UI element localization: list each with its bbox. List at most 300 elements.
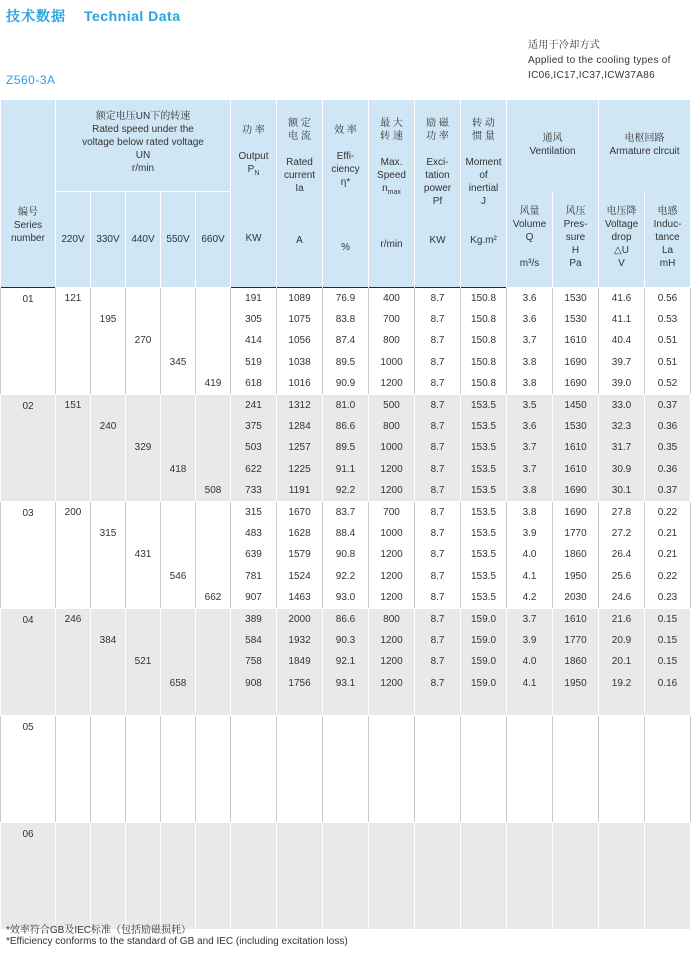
maxspeed-value: 1200: [380, 677, 403, 689]
cell-excitation: [415, 822, 461, 929]
cell-volume: [507, 822, 553, 929]
volume-value: 4.2: [522, 591, 537, 603]
page-title-zh: 技术数据: [6, 8, 66, 24]
header-drop-en2: drop: [611, 231, 632, 243]
header-volume-sym: Q: [525, 231, 534, 243]
maxspeed-value: 500: [383, 399, 400, 411]
speed-value: 521: [134, 656, 152, 668]
moment-value: 153.5: [471, 528, 497, 540]
cell-pressure: [553, 822, 599, 929]
volume-value: 3.6: [522, 421, 537, 433]
cell-speed-3: [126, 394, 161, 501]
moment-value: 159.0: [471, 613, 497, 625]
cell-series: [1, 288, 56, 395]
cell-pressure: [553, 608, 599, 715]
pressure-value: 1610: [564, 442, 587, 454]
header-ventilation-en: Ventilation: [529, 146, 576, 157]
header-pressure-zh: 风压: [565, 205, 586, 217]
header-ventilation-zh: 通风: [542, 133, 563, 144]
header-excitation-unit: KW: [429, 235, 446, 246]
maxspeed-value: 400: [383, 293, 400, 304]
header-volume-en: Volume: [512, 218, 547, 230]
maxspeed-value: 1200: [380, 656, 403, 668]
output-value: 503: [245, 442, 262, 454]
header-inductance-unit: mH: [659, 257, 676, 269]
pressure-value: 1610: [564, 613, 587, 625]
header-inductance-zh: 电感: [657, 205, 678, 217]
efficiency-value: 86.6: [335, 613, 356, 625]
cell-speed-5: [196, 394, 231, 501]
speed-value: 662: [204, 591, 222, 603]
maxspeed-value: 1000: [380, 442, 403, 454]
table-row: [1, 715, 691, 822]
drop-value: 19.2: [611, 677, 632, 689]
cell-maxspeed: [369, 394, 415, 501]
header-moment-en2: of: [479, 170, 488, 181]
pressure-value: 1770: [564, 528, 587, 540]
speed-value: 345: [169, 356, 187, 368]
cooling-types-en-1: Applied to the cooling types of: [528, 55, 671, 66]
cell-output: [231, 501, 277, 608]
current-value: 1312: [288, 399, 311, 411]
drop-value: 41.1: [611, 314, 632, 326]
header-series-en2: number: [11, 233, 45, 244]
cooling-types-note: [528, 38, 671, 83]
cell-inductance: [645, 822, 691, 929]
footnote-zh: *效率符合GB及IEC标准（包括励磁损耗）: [6, 925, 192, 936]
output-value: 414: [245, 335, 262, 347]
drop-value: 21.6: [611, 613, 632, 625]
current-value: 1524: [288, 570, 311, 582]
cell-speed-4: [161, 608, 196, 715]
efficiency-value: 90.9: [335, 377, 356, 389]
volume-value: 3.8: [522, 484, 537, 496]
cell-maxspeed: [369, 822, 415, 929]
volume-value: 3.9: [522, 528, 537, 540]
output-value: 622: [245, 463, 262, 475]
header-efficiency-zh: 效 率: [334, 125, 357, 136]
cell-speed-2: [91, 822, 126, 929]
output-value: 733: [245, 484, 262, 496]
header-volt-550: 550V: [161, 192, 196, 288]
efficiency-value: 93.1: [335, 677, 356, 689]
cell-speed-3: [126, 608, 161, 715]
pressure-value: 1690: [564, 356, 587, 368]
cell-series: [1, 715, 56, 822]
header-efficiency-en1: Effi-: [336, 151, 355, 162]
cell-speed-1: [56, 501, 91, 608]
speed-value: [91, 844, 125, 865]
maxspeed-value: 1200: [380, 484, 403, 496]
header-output-zh: 功 率: [242, 125, 265, 136]
header-speed-zh: 额定电压UN下的转速: [95, 111, 191, 122]
inductance-value: 0.37: [657, 484, 678, 496]
excitation-value: 8.7: [430, 591, 445, 603]
inductance-value: 0.51: [657, 356, 678, 368]
series-group-03: [1, 501, 691, 608]
current-value: 1225: [288, 463, 311, 475]
current-value: 1191: [288, 484, 311, 496]
series-number: 02: [22, 400, 34, 412]
excitation-value: 8.7: [430, 656, 445, 668]
cell-speed-3: [126, 715, 161, 822]
header-pressure: [553, 192, 599, 288]
maxspeed-value: 1000: [380, 356, 403, 368]
cell-volume: [507, 715, 553, 822]
cell-output: [231, 822, 277, 929]
output-value: 908: [245, 677, 262, 689]
drop-value: 27.8: [611, 506, 632, 518]
cell-speed-2: [91, 715, 126, 822]
maxspeed-value: 1200: [380, 570, 403, 582]
inductance-value: 0.37: [657, 399, 678, 411]
header-excitation-zh2: 功 率: [426, 131, 449, 142]
cell-speed-5: [196, 715, 231, 822]
output-value: 305: [245, 314, 262, 326]
current-value: 1075: [288, 314, 311, 326]
volume-value: 3.9: [522, 635, 537, 647]
cell-speed-2: [91, 501, 126, 608]
inductance-value: 0.15: [657, 613, 678, 625]
excitation-value: 8.7: [430, 528, 445, 540]
speed-value: 270: [134, 335, 152, 347]
header-series-en1: Series: [13, 220, 43, 231]
header-maxspeed-sym: $n_{max}$: [382, 183, 401, 196]
header-drop-en1: Voltage: [604, 218, 639, 230]
cell-series: [1, 608, 56, 715]
cell-moment: [461, 394, 507, 501]
drop-value: 24.6: [611, 591, 632, 603]
volume-value: 3.6: [522, 314, 537, 326]
cell-inductance: [645, 608, 691, 715]
cell-maxspeed: [369, 501, 415, 608]
header-excitation-en2: tation: [425, 170, 450, 181]
inductance-value: 0.16: [657, 677, 678, 689]
moment-value: 153.5: [471, 442, 497, 454]
moment-value: 153.5: [471, 463, 497, 475]
output-value: 389: [245, 613, 262, 625]
speed-value: 419: [204, 377, 222, 389]
current-value: 1257: [288, 442, 311, 454]
efficiency-value: 81.0: [335, 399, 356, 411]
header-series-zh: 编号: [18, 207, 38, 218]
header-drop-zh: 电压降: [606, 205, 637, 217]
pressure-value: 1690: [564, 506, 587, 518]
header-pressure-unit: Pa: [569, 257, 582, 269]
maxspeed-value: 700: [383, 506, 400, 518]
inductance-value: 0.35: [657, 442, 678, 454]
cell-output: [231, 394, 277, 501]
cell-moment: [461, 715, 507, 822]
output-value: 758: [245, 656, 262, 668]
efficiency-value: 76.9: [335, 293, 356, 304]
efficiency-value: 93.0: [335, 591, 356, 603]
model-name: Z560-3A: [6, 73, 56, 87]
current-value: 1579: [288, 549, 311, 561]
excitation-value: 8.7: [430, 442, 445, 454]
cell-speed-5: [196, 288, 231, 395]
header-drop-sym: △U: [614, 244, 629, 256]
output-value: 781: [245, 570, 262, 582]
cell-speed-2: [91, 288, 126, 395]
header-armature-en: Armature clrcuit: [609, 146, 680, 157]
header-speed-en2: voltage below rated voltage: [82, 137, 204, 148]
cell-efficiency: [323, 822, 369, 929]
excitation-value: 8.7: [430, 613, 445, 625]
header-efficiency-sym: η*: [340, 177, 351, 188]
speed-value: [161, 887, 195, 908]
volume-value: 3.5: [522, 399, 537, 411]
header-efficiency: [323, 100, 369, 288]
inductance-value: 0.15: [657, 635, 678, 647]
cell-efficiency: [323, 715, 369, 822]
cell-speed-3: [126, 501, 161, 608]
efficiency-value: 91.1: [335, 463, 356, 475]
drop-value: 25.6: [611, 570, 632, 582]
excitation-value: 8.7: [430, 484, 445, 496]
cell-current: [277, 288, 323, 395]
excitation-value: 8.7: [430, 335, 445, 347]
cell-speed-4: [161, 822, 196, 929]
speed-value: 240: [99, 421, 117, 433]
speed-value: [196, 801, 230, 822]
excitation-value: 8.7: [430, 421, 445, 433]
volume-value: 3.7: [522, 335, 537, 347]
maxspeed-value: 1200: [380, 549, 403, 561]
cell-speed-5: [196, 501, 231, 608]
header-volume-unit: m³/s: [519, 257, 540, 269]
series-number: 03: [22, 507, 34, 519]
header-inductance-en1: Induc-: [653, 218, 682, 230]
moment-value: 153.5: [471, 591, 497, 603]
header-maxspeed-unit: r/min: [380, 239, 403, 250]
current-value: 2000: [288, 613, 311, 625]
table-row: [1, 501, 691, 608]
header-pressure-en2: sure: [565, 231, 586, 243]
current-value: 1038: [288, 356, 311, 368]
header-excitation-sym: Pf: [432, 196, 443, 207]
series-number: 01: [22, 294, 34, 305]
cell-maxspeed: [369, 288, 415, 395]
footnote-en: *Efficiency conforms to the standard of GB and IEC (including excitation loss): [6, 936, 348, 947]
cell-drop: [599, 288, 645, 395]
cell-excitation: [415, 608, 461, 715]
output-value: 907: [245, 591, 262, 603]
header-inductance: [645, 192, 691, 288]
header-output-sym: $P_N$: [247, 164, 260, 177]
efficiency-value: 88.4: [335, 528, 356, 540]
inductance-value: 0.36: [657, 463, 678, 475]
inductance-value: 0.21: [657, 549, 678, 561]
current-value: 1056: [288, 335, 311, 347]
volume-value: 3.7: [522, 442, 537, 454]
drop-value: 39.0: [611, 377, 632, 389]
speed-value: [126, 758, 160, 779]
volume-value: 4.0: [522, 549, 537, 561]
efficiency-value: 89.5: [335, 442, 356, 454]
current-value: 1628: [288, 528, 311, 540]
excitation-value: 8.7: [430, 549, 445, 561]
moment-value: 159.0: [471, 656, 497, 668]
header-current-en2: current: [283, 170, 316, 181]
speed-value: 151: [64, 399, 82, 411]
speed-value: 418: [169, 463, 187, 475]
cell-current: [277, 394, 323, 501]
header-volume: [507, 192, 553, 288]
cell-output: [231, 608, 277, 715]
cell-volume: [507, 394, 553, 501]
cell-drop: [599, 501, 645, 608]
inductance-value: 0.52: [657, 377, 678, 389]
cell-excitation: [415, 394, 461, 501]
pressure-value: 1860: [564, 656, 587, 668]
cell-drop: [599, 822, 645, 929]
excitation-value: 8.7: [430, 506, 445, 518]
drop-value: 27.2: [611, 528, 632, 540]
speed-value: [196, 694, 230, 715]
moment-value: 159.0: [471, 635, 497, 647]
cell-volume: [507, 288, 553, 395]
page-title-en: Technial Data: [84, 8, 181, 24]
header-ventilation: [507, 100, 599, 192]
speed-value: [161, 780, 195, 801]
series-group-01: [1, 288, 691, 395]
header-maxspeed-zh1: 最 大: [380, 118, 403, 129]
speed-value: 329: [134, 442, 152, 454]
cell-series: [1, 394, 56, 501]
inductance-value: 0.56: [657, 293, 678, 304]
speed-value: 658: [169, 677, 187, 689]
excitation-value: 8.7: [430, 293, 445, 304]
drop-value: 20.1: [611, 656, 632, 668]
efficiency-value: 92.2: [335, 484, 356, 496]
cell-speed-4: [161, 288, 196, 395]
series-group-05: [1, 715, 691, 822]
output-value: 241: [245, 399, 262, 411]
output-value: 375: [245, 421, 262, 433]
cell-speed-2: [91, 394, 126, 501]
header-excitation-en3: power: [423, 183, 452, 194]
speed-value: 195: [99, 314, 117, 326]
output-value: 584: [245, 635, 262, 647]
cell-speed-1: [56, 288, 91, 395]
speed-value: [56, 716, 90, 737]
header-maxspeed-zh2: 转 速: [380, 131, 403, 142]
header-speed-en3: UN: [135, 150, 151, 161]
header-inductance-en2: tance: [655, 231, 680, 243]
current-value: 1756: [288, 677, 311, 689]
technical-data-table: [0, 99, 691, 930]
cell-pressure: [553, 715, 599, 822]
excitation-value: 8.7: [430, 570, 445, 582]
volume-value: 3.8: [522, 377, 537, 389]
header-current: [277, 100, 323, 288]
cell-excitation: [415, 501, 461, 608]
header-current-unit: A: [296, 235, 303, 246]
drop-value: 20.9: [611, 635, 632, 647]
cell-current: [277, 715, 323, 822]
moment-value: 150.8: [471, 314, 497, 326]
header-speed-en1: Rated speed under the: [92, 124, 194, 135]
drop-value: 26.4: [611, 549, 632, 561]
excitation-value: 8.7: [430, 635, 445, 647]
series-number: 06: [22, 828, 34, 840]
volume-value: 3.8: [522, 356, 537, 368]
pressure-value: 2030: [564, 591, 587, 603]
maxspeed-value: 800: [383, 613, 400, 625]
current-value: 1932: [288, 635, 311, 647]
table-row: [1, 822, 691, 929]
cell-excitation: [415, 715, 461, 822]
header-max-speed: [369, 100, 415, 288]
inductance-value: 0.21: [657, 528, 678, 540]
pressure-value: 1860: [564, 549, 587, 561]
header-efficiency-unit: %: [341, 242, 350, 253]
cell-moment: [461, 288, 507, 395]
excitation-value: 8.7: [430, 314, 445, 326]
cell-moment: [461, 501, 507, 608]
efficiency-value: 83.7: [335, 506, 356, 518]
inductance-value: 0.22: [657, 570, 678, 582]
header-series: [1, 100, 56, 288]
table-row: [1, 608, 691, 715]
pressure-value: 1530: [564, 421, 587, 433]
volume-value: 4.1: [522, 570, 537, 582]
header-excitation-zh1: 励 磁: [426, 118, 449, 129]
cell-pressure: [553, 288, 599, 395]
efficiency-value: 92.2: [335, 570, 356, 582]
footnote: [6, 925, 348, 947]
header-excitation: [415, 100, 461, 288]
moment-value: 153.5: [471, 570, 497, 582]
moment-value: 150.8: [471, 377, 497, 389]
cell-speed-1: [56, 394, 91, 501]
drop-value: 32.3: [611, 421, 632, 433]
speed-value: 200: [64, 506, 82, 518]
header-volt-220: 220V: [56, 192, 91, 288]
cell-speed-4: [161, 501, 196, 608]
cell-inductance: [645, 288, 691, 395]
inductance-value: 0.51: [657, 335, 678, 347]
page-title: [6, 6, 181, 26]
speed-value: 121: [64, 293, 82, 304]
table-row: [1, 288, 691, 395]
inductance-value: 0.22: [657, 506, 678, 518]
maxspeed-value: 700: [383, 314, 400, 326]
cell-moment: [461, 822, 507, 929]
cell-efficiency: [323, 288, 369, 395]
cell-drop: [599, 715, 645, 822]
cell-maxspeed: [369, 608, 415, 715]
header-current-en1: Rated: [286, 157, 313, 168]
header-drop-unit: V: [618, 257, 625, 269]
drop-value: 40.4: [611, 335, 632, 347]
current-value: 1089: [288, 293, 311, 304]
cell-output: [231, 715, 277, 822]
speed-value: 315: [99, 528, 117, 540]
excitation-value: 8.7: [430, 677, 445, 689]
header-armature: [599, 100, 691, 192]
speed-value: 246: [64, 613, 82, 625]
header-output: [231, 100, 277, 288]
cell-pressure: [553, 501, 599, 608]
header-moment: [461, 100, 507, 288]
moment-value: 150.8: [471, 293, 497, 304]
output-value: 519: [245, 356, 262, 368]
volume-value: 4.0: [522, 656, 537, 668]
moment-value: 153.5: [471, 549, 497, 561]
cell-excitation: [415, 288, 461, 395]
